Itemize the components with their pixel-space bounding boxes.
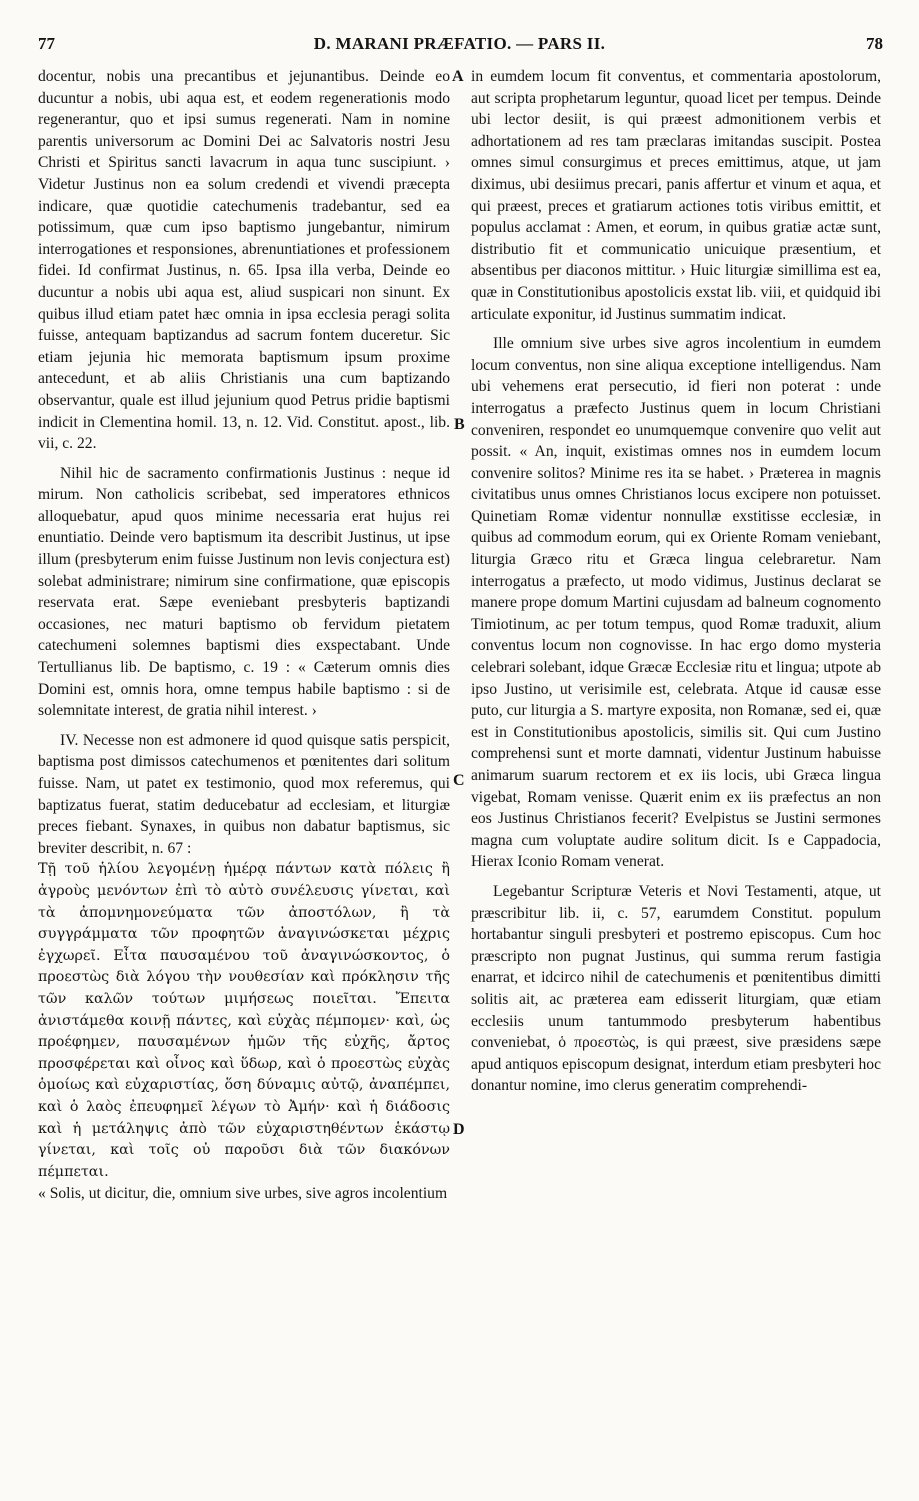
running-title: D. MARANI PRÆFATIO. — PARS II.	[313, 34, 606, 53]
margin-marker-a: A	[452, 68, 464, 85]
paragraph-left-3: IV. Necesse non est admonere id quod quisque satis perspicit, baptisma post dimissos catechumenos et pœnitentes dari solitum fuisse. Nam, ut patet ex testimonio, quod mox referemus, qui baptizatus fuerat, statim deducebatur ad ecclesiam, et liturgiæ preces fiebant. Synaxes, in quibus non dabatur baptismus, sic breviter describit, n. 67 :	[38, 731, 450, 857]
margin-marker-c: C	[453, 772, 465, 789]
running-header	[0, 34, 919, 64]
paragraph-left-1: docentur, nobis una precantibus et jejunantibus. Deinde eo ducuntur a nobis, ubi aqua est, et eodem regenerationis modo regenerantur, quo et ipsi sumus regenerati. Nam in nomine parentis universorum ac Domini Dei ac Salvatoris nostri Jesu Christi et Spiritus sancti lavacrum in aqua tunc suscipiunt. › Videtur Justinus non ea solum credendi et vivendi præcepta indicare, quæ quotidie catechumenis tradebantur, sed ea potissimum, quæ cum ipso baptismo jungebantur, nimirum interrogationes et responsiones, abrenuntiationes et professionem fidei. Id confirmat Justinus, n. 65. Ipsa illa verba, Deinde eo ducuntur a nobis ubi aqua est, aliud suspicari non sinunt. Ex quibus illud etiam patet hæc omnia in ipsa ecclesia peragi solita fuisse, antequam baptizandus ad sacrum fontem duceretur. Sic etiam jejunia hic memorata baptismum ipsum proxime antecedunt, et ab aliis Christianis una cum baptizando observantur, quale est illud jejunium quod Petrus pridie baptismi indicit in Clementina homil. 13, n. 12. Vid. Constitut. apost., lib. vii, c. 22.	[38, 68, 450, 453]
page-number-right: 78	[866, 34, 883, 53]
left-column	[38, 66, 450, 1205]
paragraph-right-3: Legebantur Scripturæ Veteris et Novi Testamenti, atque, ut præscribitur lib. ii, c. 57, earumdem Constitut. populum hortabantur singuli presbyteri et postremo episcopus. Cum hoc præscripto non pugnat Justinus, qui summa rerum fastigia enarrat, et idcirco nihil de catechumenis et pœnitentibus dimitti solitis ait, ac præterea eam edisserit liturgiam, quæ etiam ecclesiis unum tantummodo presbyterum habentibus conveniebat, ὁ προεστὼς, is qui præest, sive præsidens sæpe apud antiquos episcopum designat, interdum etiam presbyteri hoc donantur nomine, imo clerus generatim comprehendi-	[471, 882, 881, 1095]
paragraph-left-2: Nihil hic de sacramento confirmationis Justinus : neque id mirum. Non catholicis scribebat, sed imperatores ethnicos alloquebatur, apud quos minime necessaria erat hujus rei enuntiatio. Deinde vero baptismum ita describit Justinus, ut ipse illum (presbyterum enim fuisse Justinum non levis conjectura est) solebat administrare; nimirum sine confirmatione, quæ episcopis reservata erat. Sæpe eveniebant presbyteris baptizandi occasiones, nec maturi baptismo ob fervidum pietatem catechumeni solemnes baptismi dies exspectabant. Unde Tertullianus lib. De baptismo, c. 19 : « Cæterum omnis dies Domini est, omnis hora, omne tempus habile baptismo : si de solemnitate interest, de gratia nihil interest. ›	[38, 464, 450, 720]
paragraph-right-2: Ille omnium sive urbes sive agros incolentium in eumdem locum conventus, non sine aliqua exceptione intelligendus. Nam ubi vehemens erat persecutio, id fieri non poterat : unde interrogatus a præfecto Justinus quem in locum Christiani conveniren, respondet eo unumquemque convenire quo velit aut possit. « An, inquit, existimas omnes nos in eumdem locum convenire solitos? Minime res ita se habet. › Præterea in magnis civitatibus unus omnes Christianos locus excipere non potuisset. Quinetiam Romæ videntur nonnullæ exstitisse ecclesiæ, in quibus ad commodum eorum, qui ex Oriente Romam veniebant, liturgia Græco ritu et Græca lingua celebraretur. Nam interrogatus a præfecto, ut modo vidimus, Justinus declarat se manere prope domum Martini cujusdam ad balneum cognomento Timiotinum, ac per totum tempus, quod Romæ traduxit, alium conventus locum non cognovisse. In hac ergo domo mysteria celebrari solebant, idque Græcæ Ecclesiæ ritu et lingua; utpote ab ipso Justino, ut verisimile est, celebrata. Atque id causæ esse puto, cur liturgia a S. martyre exposita, non Romanæ, sed ei, quæ est in Constitutionibus apostolicis, similis sit. Qui cum Justino comprehensi sunt et morte damnati, videntur Justinum habuisse animarum suarum rectorem et ex iis locis, ubi Græca lingua vigebat, Romam venisse. Quærit enim ex iis præfectus an non eos Justinus Christianos fecerit? Evelpistus se Justini sermones magna cum voluptate audire solitum dicit. Is e Cappadocia, Hierax Iconio Romam venerat.	[471, 335, 881, 871]
margin-marker-b: B	[454, 416, 465, 433]
paragraph-left-4: « Solis, ut dicitur, die, omnium sive urbes, sive agros incolentium	[38, 1185, 448, 1203]
margin-marker-d: D	[453, 1121, 465, 1138]
greek-quotation: Τῇ τοῦ ἡλίου λεγομένῃ ἡμέρᾳ πάντων κατὰ πόλεις ἢ ἀγροὺς μενόντων ἐπὶ τὸ αὐτὸ συνέλευσις γίνεται, καὶ τὰ ἀπομνημονεύματα τῶν ἀποστόλων, ἢ τὰ συγγράμματα τῶν προφητῶν ἀναγινώσκεται μέχρις ἐγχωρεῖ. Εἶτα παυσαμένου τοῦ ἀναγινώσκοντος, ὁ προεστὼς διὰ λόγου τὴν νουθεσίαν καὶ πρόκλησιν τῆς τῶν καλῶν τούτων μιμήσεως ποιεῖται. Ἔπειτα ἀνιστάμεθα κοινῇ πάντες, καὶ εὐχὰς πέμπομεν· καὶ, ὡς προέφημεν, παυσαμένων ἡμῶν τῆς εὐχῆς, ἄρτος προσφέρεται καὶ οἶνος καὶ ὕδωρ, καὶ ὁ προεστὼς εὐχὰς ὁμοίως καὶ εὐχαριστίας, ὅση δύναμις αὐτῷ, ἀναπέμπει, καὶ ὁ λαὸς ἐπευφημεῖ λέγων τὸ Ἀμήν· καὶ ἡ διάδοσις καὶ ἡ μετάληψις ἀπὸ τῶν εὐχαριστηθέντων ἑκάστῳ γίνεται, καὶ τοῖς οὐ παροῦσι διὰ τῶν διακόνων πέμπεται.	[38, 861, 450, 1180]
page-number-left: 77	[38, 34, 55, 53]
paragraph-right-1: in eumdem locum fit conventus, et commentaria apostolorum, aut scripta prophetarum leguntur, quoad licet per tempus. Deinde ubi lector desiit, is qui præest admonitionem verbis et adhortationem ad res tam præclaras imitandas suscipit. Postea omnes simul consurgimus et preces emittimus, atque, ut jam diximus, ubi desiimus precari, panis affertur et vinum et aqua, et qui præest, preces et gratiarum actiones totis viribus emittit, et populus acclamat : Amen, et eorum, in quibus gratiæ actæ sunt, distributio fit et communicatio unicuique præsentium, et absentibus per diaconos mittitur. › Huic liturgiæ simillima est ea, quæ in Constitutionibus apostolicis exstat lib. viii, et quidquid ibi articulate exponitur, id Justinus summatim indicat.	[471, 68, 881, 323]
right-column	[471, 66, 881, 1097]
